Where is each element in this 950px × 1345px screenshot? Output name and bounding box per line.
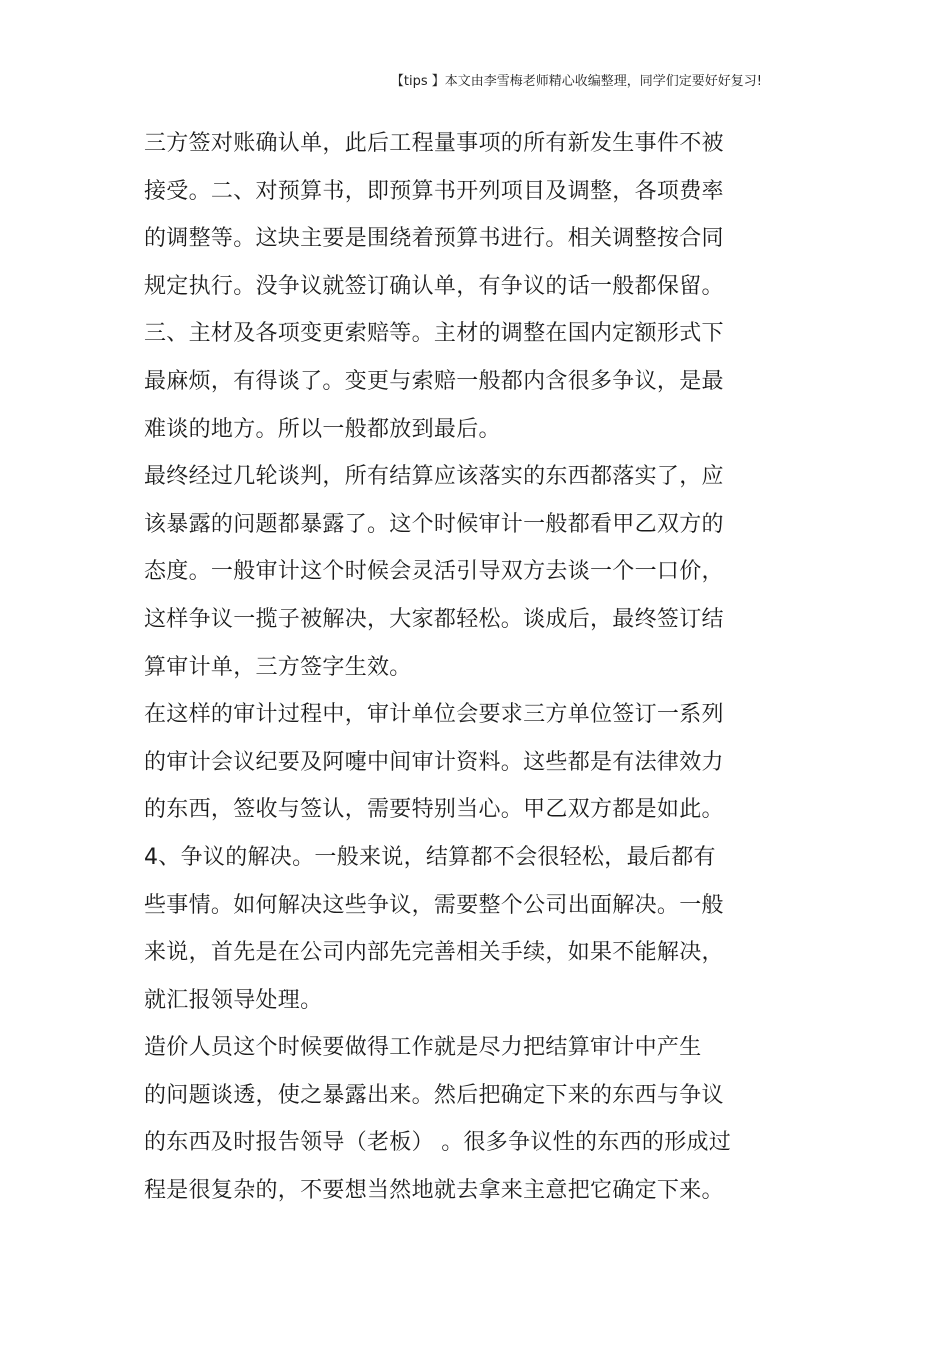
text-line: 些事情。如何解决这些争议，需要整个公司出面解决。一般: [144, 892, 724, 918]
text-line: 三方签对账确认单，此后工程量事项的所有新发生事件不被: [144, 131, 724, 156]
text-line: 在这样的审计过程中，审计单位会要求三方单位签订一系列: [144, 702, 724, 728]
text-line: 的审计会议纪要及阿嚏中间审计资料。这些都是有法律效力: [144, 749, 724, 775]
text-line: 该暴露的问题都暴露了。这个时候审计一般都看甲乙双方的: [144, 511, 724, 537]
text-line: 态度。一般审计这个时候会灵活引导双方去谈一个一口价，: [144, 559, 724, 585]
text-line: 造价人员这个时候要做得工作就是尽力把结算审计中产生: [144, 1035, 702, 1061]
text-line: 程是很复杂的，不要想当然地就去拿来主意把它确定下来。: [144, 1178, 724, 1204]
text-line: 的东西及时报告领导（老板） 。很多争议性的东西的形成过: [144, 1130, 732, 1156]
text-line: 来说，首先是在公司内部先完善相关手续，如果不能解决，: [144, 940, 724, 966]
text-line: 的调整等。这块主要是围绕着预算书进行。相关调整按合同: [144, 226, 724, 252]
text-line: 4、争议的解决。一般来说，结算都不会很轻松，最后都有: [144, 844, 716, 870]
text-line: 最麻烦，有得谈了。变更与索赔一般都内含很多争议，是最: [144, 368, 724, 394]
text-line: 规定执行。没争议就签订确认单，有争议的话一般都保留。: [144, 273, 724, 299]
text-line: 接受。二、对预算书，即预算书开列项目及调整，各项费率: [144, 178, 724, 204]
text-line: 这样争议一揽子被解决，大家都轻松。谈成后，最终签订结: [144, 606, 724, 632]
text-line: 就汇报领导处理。: [144, 987, 323, 1013]
text-line: 难谈的地方。所以一般都放到最后。: [144, 416, 501, 442]
header-tips-note: 【tips 】本文由李雪梅老师精心收编整理，同学们定要好好复习!: [390, 74, 762, 89]
text-line: 最终经过几轮谈判，所有结算应该落实的东西都落实了，应: [144, 464, 724, 490]
text-line: 算审计单，三方签字生效。: [144, 654, 412, 680]
text-line: 三、主材及各项变更索赔等。主材的调整在国内定额形式下: [144, 321, 724, 347]
document-body: [144, 120, 784, 1215]
text-line: 的问题谈透，使之暴露出来。然后把确定下来的东西与争议: [144, 1082, 724, 1108]
text-line: 的东西，签收与签认，需要特别当心。甲乙双方都是如此。: [144, 797, 724, 823]
